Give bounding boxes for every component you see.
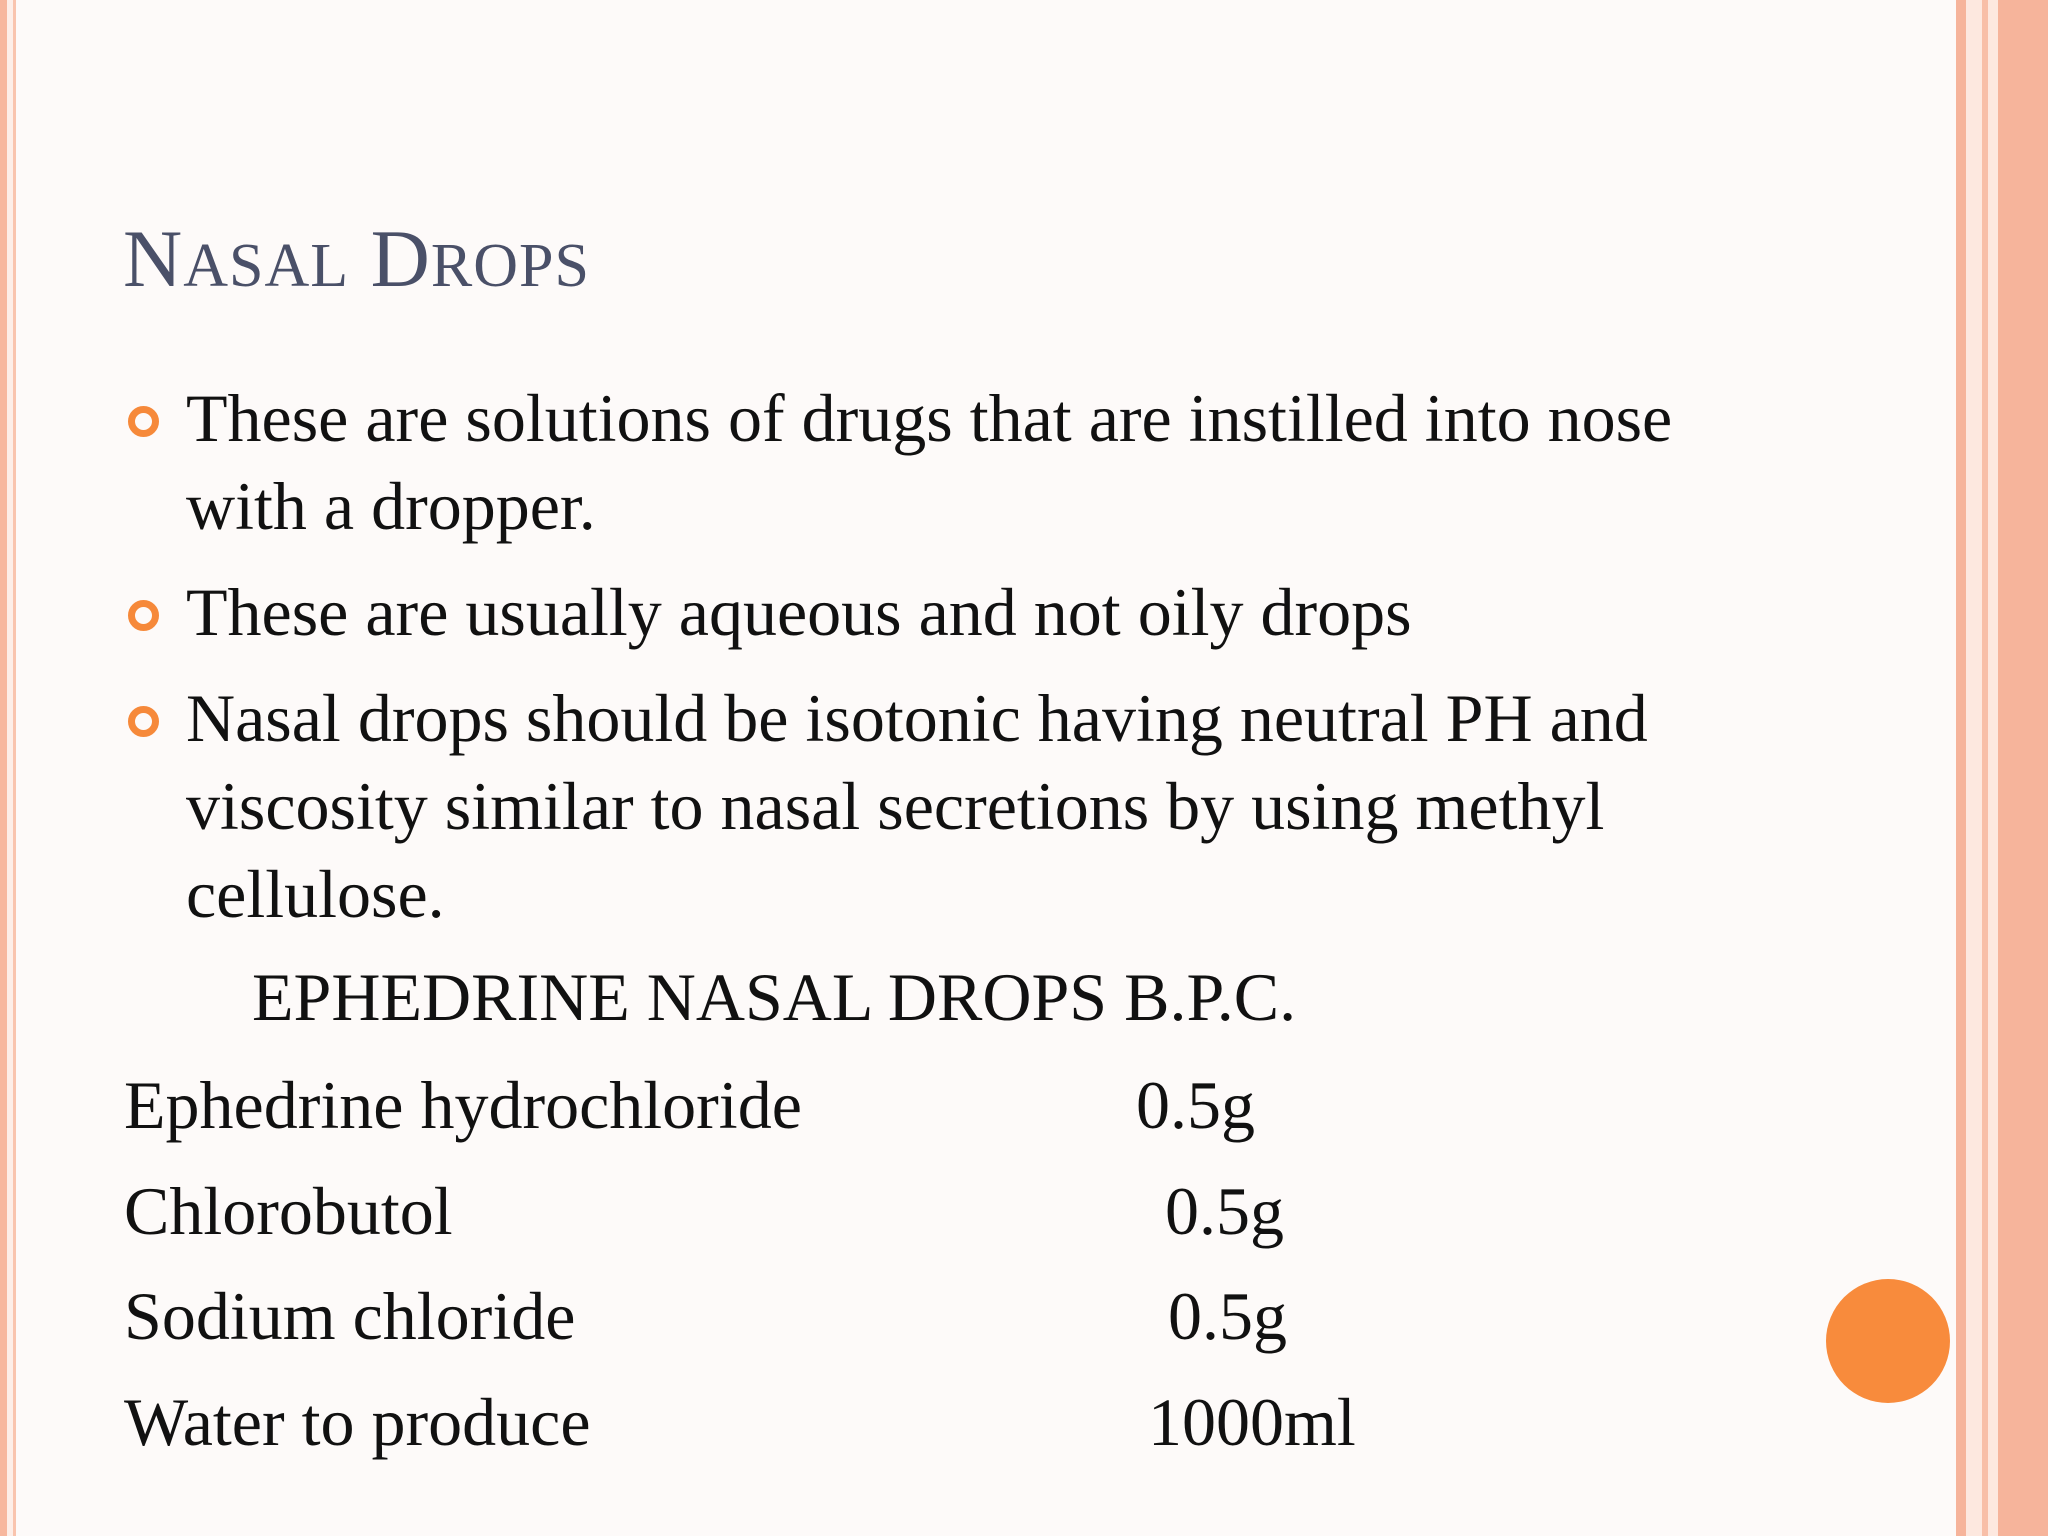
bullet-list <box>128 374 1688 956</box>
slide-title <box>123 212 590 306</box>
bullet-item <box>128 674 1688 938</box>
bullet-ring-icon <box>128 406 159 437</box>
bullet-ring-icon <box>128 600 159 631</box>
bullet-text: These are usually aqueous and not oily drops <box>186 574 1412 650</box>
bullet-item <box>128 374 1688 550</box>
ingredient-name: Ephedrine hydrochloride <box>124 1067 802 1143</box>
title-initial-1: N <box>123 213 184 304</box>
ingredient-name: Water to produce <box>124 1384 591 1460</box>
accent-circle <box>1826 1279 1950 1403</box>
right-border <box>1956 0 2048 1536</box>
bullet-item <box>128 568 1688 656</box>
bullet-text: These are solutions of drugs that are instilled into nose with a dropper. <box>186 380 1673 544</box>
ingredient-quantity: 0.5g <box>1165 1173 1284 1249</box>
title-initial-2: D <box>370 213 431 304</box>
ingredient-name: Chlorobutol <box>124 1173 453 1249</box>
formula-title: EPHEDRINE NASAL DROPS B.P.C. <box>252 959 1297 1035</box>
title-rest-2: ROPS <box>430 232 590 300</box>
title-rest-1: ASAL <box>183 232 350 300</box>
bullet-text: Nasal drops should be isotonic having neutral PH and viscosity similar to nasal secretions by using methyl cellulose. <box>186 680 1648 932</box>
ingredient-quantity: 1000ml <box>1148 1384 1356 1460</box>
left-border <box>0 0 22 1536</box>
ingredient-quantity: 0.5g <box>1136 1067 1255 1143</box>
ingredient-name: Sodium chloride <box>124 1278 576 1354</box>
ingredient-quantity: 0.5g <box>1168 1278 1287 1354</box>
bullet-ring-icon <box>128 706 159 737</box>
